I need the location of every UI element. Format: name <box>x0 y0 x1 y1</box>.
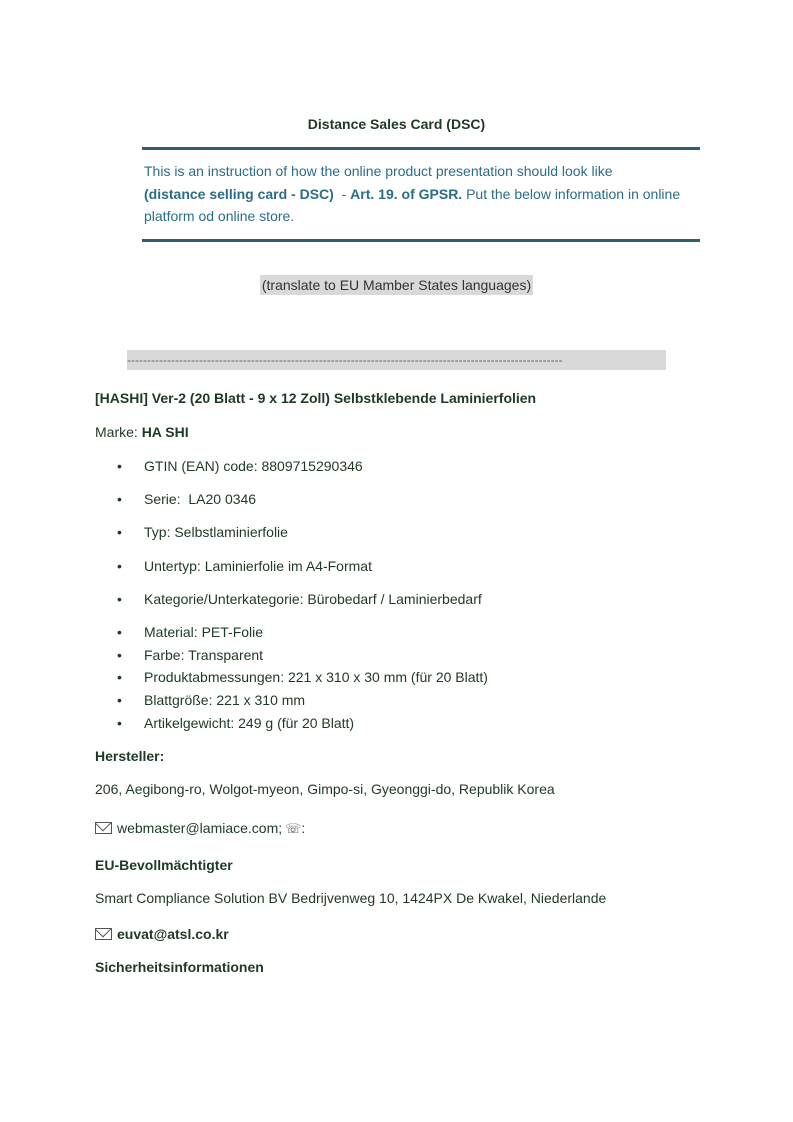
list-item-text: Kategorie/Unterkategorie: Bürobedarf / Laminierbedarf <box>144 591 482 607</box>
manufacturer-phone: : <box>301 820 306 836</box>
list-item <box>117 524 288 540</box>
list-item-text: Serie: LA20 0346 <box>144 491 257 507</box>
eu-rep-email[interactable]: euvat@atsl.co.kr <box>117 926 229 942</box>
instruction-line-3: platform od online store. <box>144 208 295 224</box>
telephone-icon: ☏ <box>285 821 302 836</box>
bullet-dot: • <box>117 458 122 474</box>
dash-separator: ------------------------------------------------------------------------------------------------------------- <box>127 350 666 370</box>
list-item <box>117 647 263 663</box>
translate-note <box>0 277 793 295</box>
bullet-dot: • <box>117 591 122 607</box>
top-rule <box>142 147 700 150</box>
envelope-icon <box>95 822 112 834</box>
envelope-icon <box>95 928 112 940</box>
eu-rep-address: Smart Compliance Solution BV Bedrijvenweg 10, 1424PX De Kwakel, Niederlande <box>95 890 607 906</box>
manufacturer-email[interactable]: webmaster@lamiace.com; <box>117 820 283 836</box>
bullet-dot: • <box>117 558 122 574</box>
instruction-separator: - <box>333 185 351 202</box>
instruction-article-ref: Art. 19. of GPSR. <box>350 185 463 202</box>
list-item <box>117 558 372 574</box>
bullet-dot: • <box>117 524 122 540</box>
list-item <box>117 458 363 474</box>
manufacturer-heading: Hersteller: <box>95 748 165 764</box>
list-item <box>117 591 482 607</box>
instruction-line-2 <box>144 183 700 206</box>
eu-rep-heading: EU-Bevollmächtigter <box>95 857 233 873</box>
list-item-text: GTIN (EAN) code: 8809715290346 <box>144 458 363 474</box>
list-item-text: Untertyp: Laminierfolie im A4-Format <box>144 558 372 574</box>
list-item-text: Farbe: Transparent <box>144 647 264 663</box>
page-title: Distance Sales Card (DSC) <box>307 116 486 132</box>
list-item-text: Produktabmessungen: 221 x 310 x 30 mm (für 20 Blatt) <box>144 669 488 685</box>
brand-value: HA SHI <box>141 424 189 440</box>
list-item-text: Typ: Selbstlaminierfolie <box>144 524 288 540</box>
list-item <box>117 624 263 640</box>
list-item <box>117 715 354 731</box>
bullet-dot: • <box>117 624 122 640</box>
safety-heading: Sicherheitsinformationen <box>95 959 264 975</box>
brand-line <box>95 424 189 440</box>
bullet-dot: • <box>117 647 122 663</box>
manufacturer-contact <box>95 820 305 837</box>
translate-note-text: (translate to EU Mamber States languages) <box>261 277 532 293</box>
product-title: [HASHI] Ver-2 (20 Blatt - 9 x 12 Zoll) Selbstklebende Laminierfolien <box>95 390 537 406</box>
list-item-text: Material: PET-Folie <box>144 624 264 640</box>
instruction-line-1: This is an instruction of how the online product presentation should look like <box>144 163 613 179</box>
bullet-dot: • <box>117 715 122 731</box>
bullet-dot: • <box>117 669 122 685</box>
list-item <box>117 491 256 507</box>
brand-label: Marke: <box>95 424 142 440</box>
manufacturer-address: 206, Aegibong-ro, Wolgot-myeon, Gimpo-si, Gyeonggi-do, Republik Korea <box>95 781 555 797</box>
list-item-text: Blattgröße: 221 x 310 mm <box>144 692 306 708</box>
eu-rep-contact <box>95 926 229 942</box>
instruction-line-2-rest: Put the below information in online <box>462 185 681 202</box>
bullet-dot: • <box>117 491 122 507</box>
instruction-box <box>144 160 700 228</box>
instruction-dsc-label: (distance selling card - DSC) <box>144 185 334 202</box>
bottom-rule <box>142 239 700 242</box>
bullet-dot: • <box>117 692 122 708</box>
list-item <box>117 692 305 708</box>
list-item-text: Artikelgewicht: 249 g (für 20 Blatt) <box>144 715 355 731</box>
list-item <box>117 669 488 685</box>
